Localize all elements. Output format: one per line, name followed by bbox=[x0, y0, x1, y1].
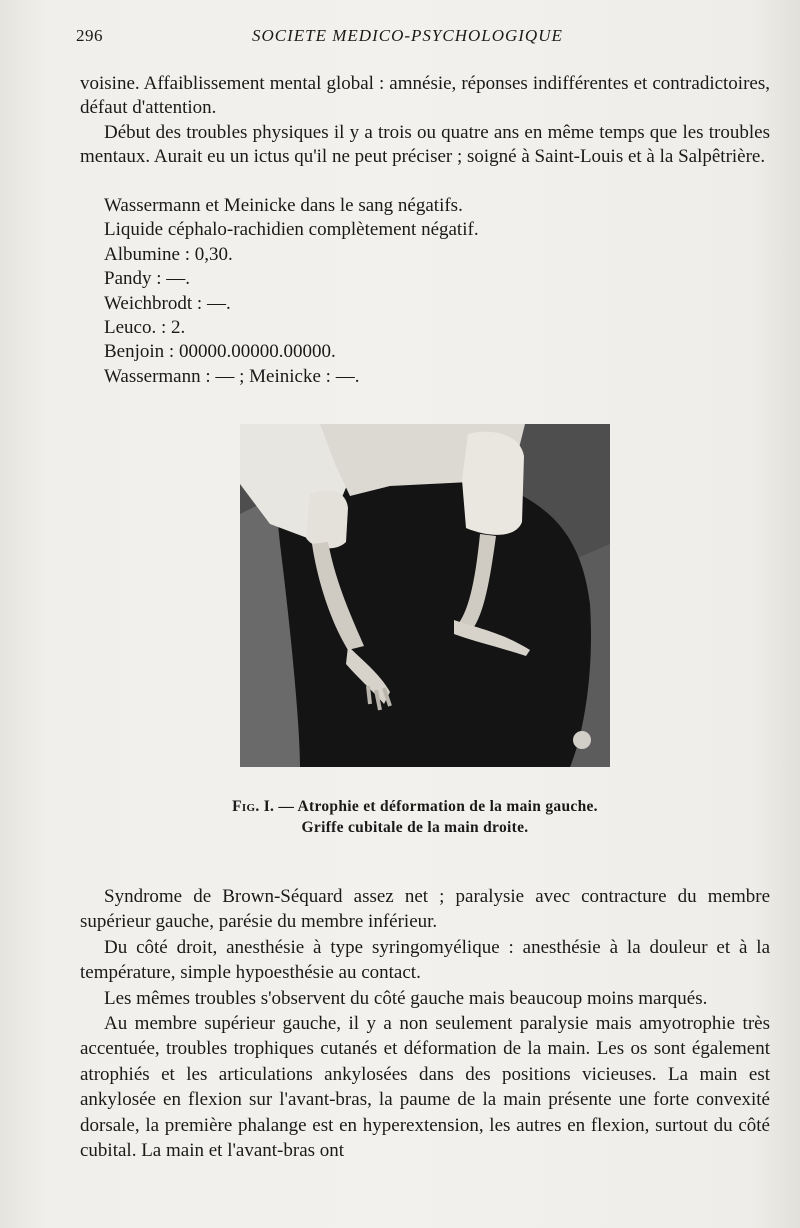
lab-result: Liquide céphalo-rachidien complètement négatif. bbox=[104, 219, 479, 241]
clinical-history bbox=[80, 72, 770, 170]
paragraph: voisine. Affaiblissement mental global : amnésie, réponses indifférentes et contradictoires, défaut d'attention. bbox=[80, 73, 770, 119]
patient-photo-image bbox=[240, 424, 610, 767]
lab-result: Benjoin : 00000.00000.00000. bbox=[104, 341, 336, 363]
lab-result: Wassermann et Meinicke dans le sang négatifs. bbox=[104, 195, 463, 216]
lab-result: Leuco. : 2. bbox=[104, 317, 186, 339]
lab-result: Albumine : 0,30. bbox=[104, 243, 233, 265]
caption-line-1 bbox=[170, 796, 660, 817]
page-header bbox=[76, 26, 776, 50]
lab-results-list bbox=[80, 194, 770, 389]
running-title: SOCIETE MEDICO-PSYCHOLOGIQUE bbox=[252, 26, 563, 45]
page-number: 296 bbox=[76, 26, 103, 45]
lab-result: Weichbrodt : —. bbox=[104, 292, 231, 314]
patient-photograph bbox=[240, 424, 610, 767]
figure-caption bbox=[170, 796, 660, 838]
paragraph: Les mêmes troubles s'observent du côté gauche mais beaucoup moins marqués. bbox=[104, 987, 708, 1009]
clinical-examination bbox=[80, 884, 770, 1163]
caption-line-2: Griffe cubitale de la main droite. bbox=[301, 819, 529, 836]
caption-text-1: — Atrophie et déformation de la main gauche. bbox=[278, 798, 598, 815]
lab-result: Pandy : —. bbox=[104, 268, 191, 290]
paragraph: Début des troubles physiques il y a trois ou quatre ans en même temps que les troubles mentaux. Aurait eu un ictus qu'il ne peut préciser ; soigné à Saint-Louis et à la Salpêtrière. bbox=[80, 121, 770, 168]
paragraph: Syndrome de Brown-Séquard assez net ; paralysie avec contracture du membre supérieur gauche, parésie du membre inférieur. bbox=[80, 886, 770, 933]
figure-label: Fig. I. bbox=[232, 798, 275, 815]
lab-result: Wassermann : — ; Meinicke : —. bbox=[104, 365, 360, 387]
paragraph: Au membre supérieur gauche, il y a non seulement paralysie mais amyotrophie très accentuée, troubles trophiques cutanés et déformation de la main. Les os sont également atrophiés et les articulations ankylosées dans des positions vicieuses. La main est ankylosée en flexion sur l'avant-bras, la paume de la main présente une forte convexité dorsale, la première phalange est en hyperextension, les autres en flexion, surtout du côté cubital. La main et l'avant-bras ont bbox=[80, 1013, 770, 1162]
paragraph: Du côté droit, anesthésie à type syringomyélique : anesthésie à la douleur et à la température, simple hypoesthésie au contact. bbox=[80, 936, 770, 984]
